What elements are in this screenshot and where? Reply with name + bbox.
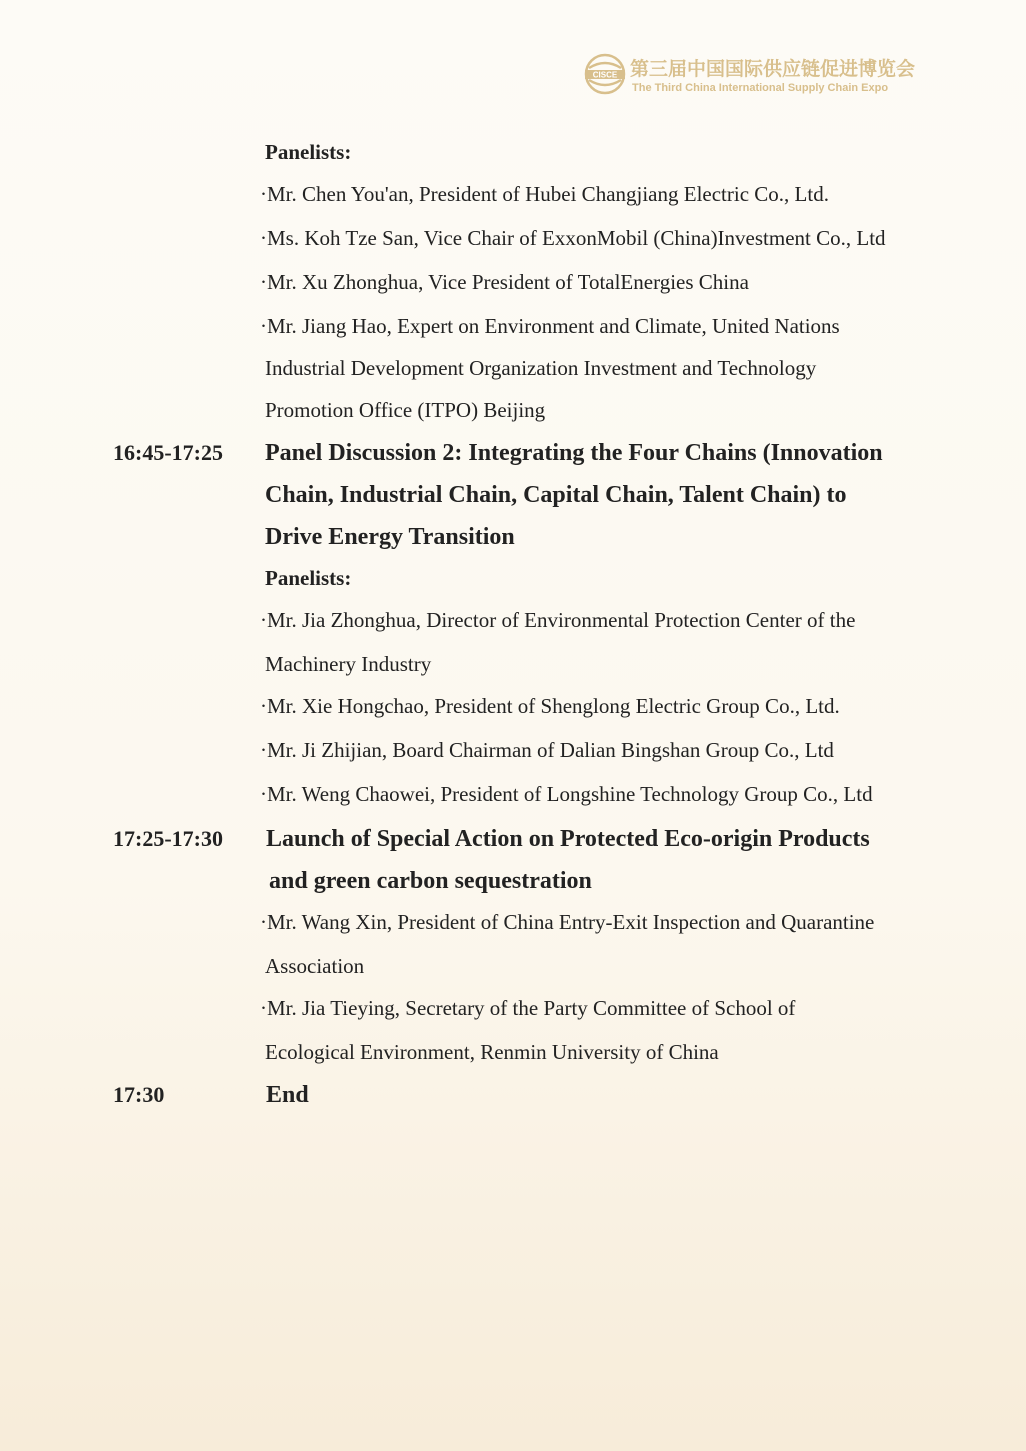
panelists-label: Panelists: — [265, 140, 352, 164]
logo-text: CISCE — [592, 70, 618, 80]
session-title: End — [266, 1082, 309, 1108]
cisce-logo-icon — [583, 52, 627, 96]
panelist-item: ·Mr. Jiang Hao, Expert on Environment and Climate, United Nations — [260, 314, 840, 338]
session-title-continued: Drive Energy Transition — [265, 524, 515, 550]
session-time: 16:45-17:25 — [113, 440, 223, 465]
session-title-continued: Chain, Industrial Chain, Capital Chain, Talent Chain) to — [265, 482, 847, 508]
panelist-item: ·Mr. Ji Zhijian, Board Chairman of Dalian Bingshan Group Co., Ltd — [260, 738, 834, 762]
panelist-item: ·Mr. Chen You'an, President of Hubei Changjiang Electric Co., Ltd. — [260, 182, 829, 206]
expo-logo — [583, 52, 923, 100]
panelist-item: ·Mr. Xu Zhonghua, Vice President of TotalEnergies China — [260, 270, 749, 294]
panelist-item-continued: Machinery Industry — [265, 652, 432, 676]
expo-chinese-title: 第三届中国国际供应链促进博览会 — [630, 58, 916, 80]
speaker-item: ·Mr. Jia Tieying, Secretary of the Party Committee of School of — [260, 996, 796, 1020]
panelist-item-continued: Promotion Office (ITPO) Beijing — [265, 398, 546, 422]
panelist-item: ·Mr. Jia Zhonghua, Director of Environmental Protection Center of the — [260, 608, 856, 632]
speaker-item-continued: Ecological Environment, Renmin University of China — [265, 1040, 719, 1064]
panelists-label: Panelists: — [265, 566, 352, 590]
speaker-item-continued: Association — [265, 954, 365, 978]
session-title: Launch of Special Action on Protected Eco-origin Products — [266, 826, 870, 852]
panelist-item: ·Ms. Koh Tze San, Vice Chair of ExxonMobil (China)Investment Co., Ltd — [260, 226, 886, 250]
session-time: 17:30 — [113, 1082, 165, 1107]
panelist-item-continued: Industrial Development Organization Investment and Technology — [265, 356, 817, 380]
session-time: 17:25-17:30 — [113, 826, 223, 851]
speaker-item: ·Mr. Wang Xin, President of China Entry-Exit Inspection and Quarantine — [260, 910, 875, 934]
panelist-item: ·Mr. Xie Hongchao, President of Shenglong Electric Group Co., Ltd. — [260, 694, 840, 718]
session-title-continued: and green carbon sequestration — [269, 868, 592, 894]
expo-english-title: The Third China International Supply Chain Expo — [632, 82, 889, 94]
session-title: Panel Discussion 2: Integrating the Four Chains (Innovation — [265, 440, 883, 466]
panelist-item: ·Mr. Weng Chaowei, President of Longshine Technology Group Co., Ltd — [260, 782, 873, 806]
